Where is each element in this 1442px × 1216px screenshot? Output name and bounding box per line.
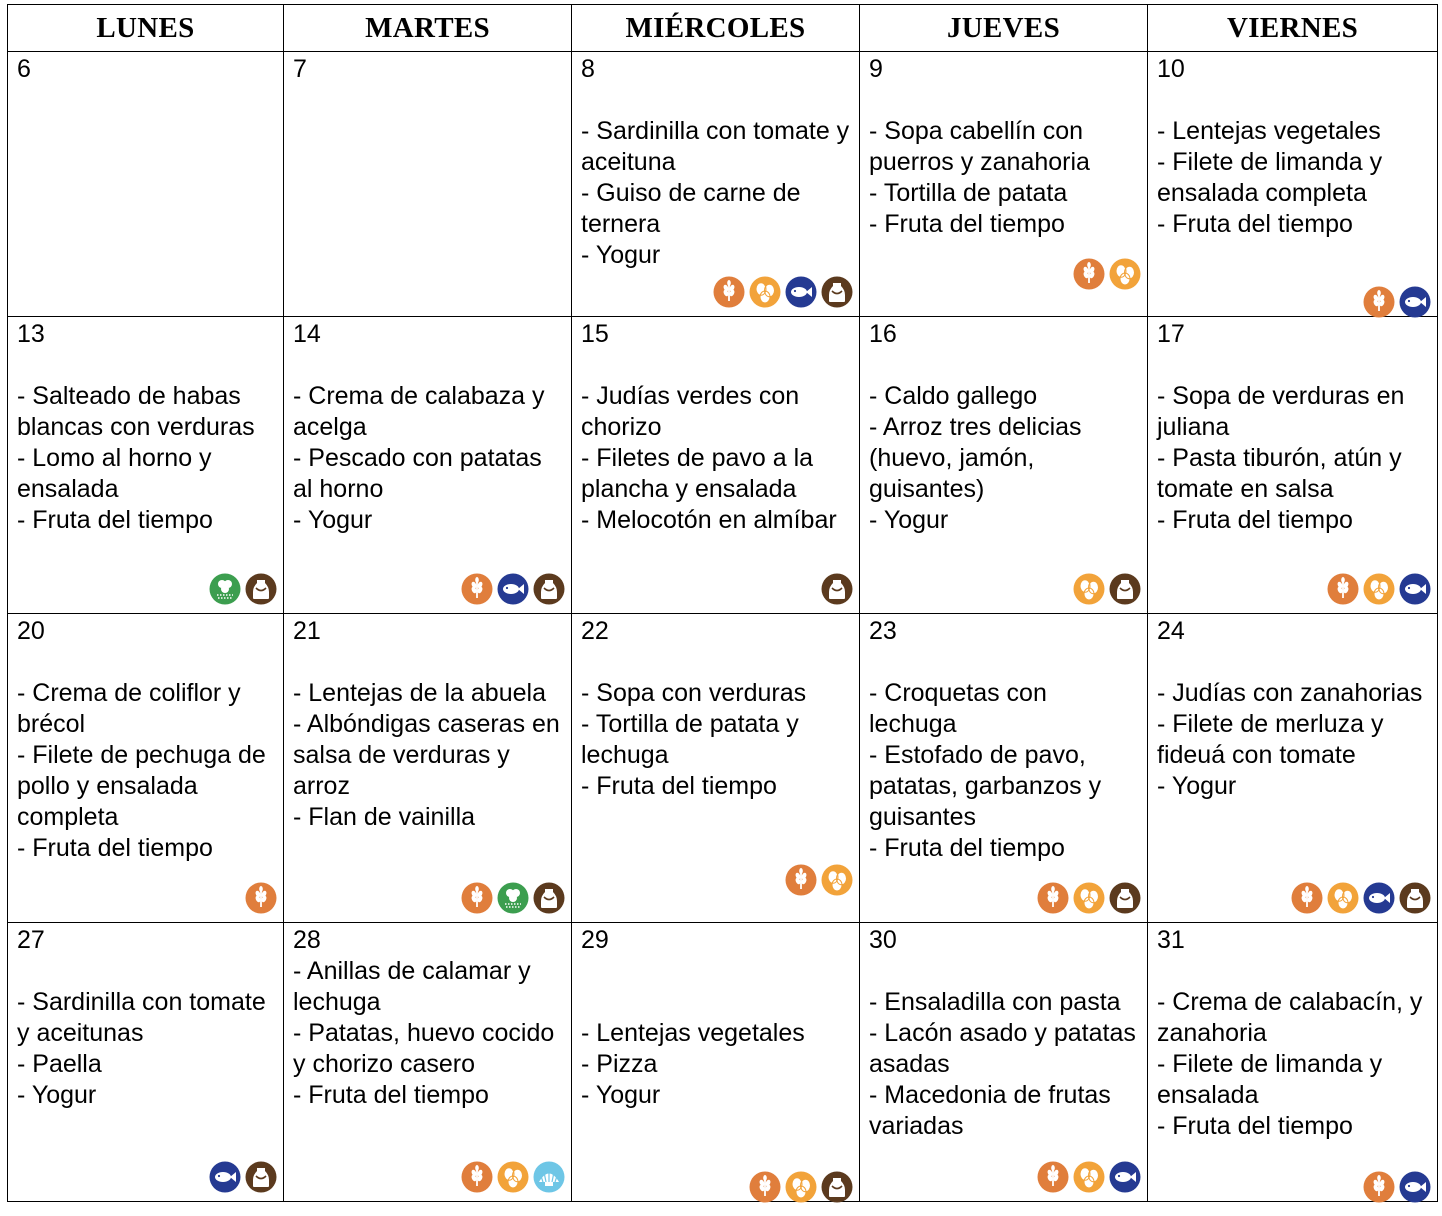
day-number: 28 [293,926,321,954]
day-number: 7 [293,55,307,83]
fish-icon [1399,573,1431,605]
dish-item: - Lomo al horno y ensalada [17,444,212,503]
dish-item: - Yogur [869,506,949,534]
day-number: 10 [1157,55,1185,83]
allergen-icons [1327,573,1431,605]
dish-item: - Yogur [293,506,373,534]
dish-item: - Sardinilla con tomate y aceituna [581,117,850,176]
fish-icon [1109,1161,1141,1193]
dish-item: - Arroz tres delicias (huevo, jamón, guisantes) [869,413,1082,503]
egg-icon [1327,882,1359,914]
allergen-icons [461,1161,565,1193]
allergen-icons [1073,258,1141,290]
day-number: 22 [581,617,609,645]
gluten-icon [1363,1171,1395,1203]
fish-icon [1399,1171,1431,1203]
weekday-header-wednesday: MIÉRCOLES [572,5,860,52]
day-number: 17 [1157,320,1185,348]
dish-item: - Lentejas vegetales [1157,117,1381,145]
gluten-icon [785,864,817,896]
day-cell [8,614,284,923]
dish-item: - Croquetas con lechuga [869,679,1047,738]
day-number: 20 [17,617,45,645]
day-number: 8 [581,55,595,83]
day-cell [8,317,284,614]
milk-icon [245,1161,277,1193]
egg-icon [1363,573,1395,605]
day-number: 27 [17,926,45,954]
dish-item: - Paella [17,1050,102,1078]
dish-list [572,956,859,1111]
dish-item: - Anillas de calamar y lechuga [293,957,531,1016]
day-cell [860,317,1148,614]
day-cell [284,614,572,923]
dish-item: - Lentejas vegetales [581,1019,805,1047]
allergen-icons [1291,882,1431,914]
allergen-icons [1037,1161,1141,1193]
egg-icon [1073,1161,1105,1193]
gluten-icon [1327,573,1359,605]
week-row [8,317,1438,614]
dish-list [860,350,1147,536]
gluten-icon [461,882,493,914]
dish-item: - Judías con zanahorias [1157,679,1423,707]
milk-icon [245,573,277,605]
dish-item: - Ensaladilla con pasta [869,988,1121,1016]
dish-list [8,956,283,1111]
dish-item: - Tortilla de patata y lechuga [581,710,799,769]
milk-icon [1109,573,1141,605]
milk-icon [533,573,565,605]
day-cell [1148,52,1438,317]
day-number: 24 [1157,617,1185,645]
gluten-icon [461,573,493,605]
egg-icon [821,864,853,896]
dish-item: - Caldo gallego [869,382,1038,410]
allergen-icons [209,573,277,605]
dish-item: - Yogur [581,1081,661,1109]
dish-item: - Filete de merluza y fideuá con tomate [1157,710,1384,769]
gluten-icon [713,276,745,308]
dish-list [8,350,283,536]
milk-icon [821,1171,853,1203]
mollusc-icon [533,1161,565,1193]
dish-item: - Patatas, huevo cocido y chorizo casero [293,1019,555,1078]
gluten-icon [461,1161,493,1193]
day-cell [1148,923,1438,1202]
day-number: 13 [17,320,45,348]
dish-list [284,647,571,833]
day-number: 6 [17,55,31,83]
dish-item: - Salteado de habas blancas con verduras [17,382,255,441]
day-cell [860,52,1148,317]
dish-item: - Melocotón en almíbar [581,506,837,534]
dish-item: - Filete de limanda y ensalada completa [1157,148,1383,207]
day-number: 16 [869,320,897,348]
dish-list [1148,85,1437,240]
egg-icon [785,1171,817,1203]
gluten-icon [1037,882,1069,914]
dish-list [572,85,859,271]
dish-list [572,647,859,802]
dish-item: - Yogur [17,1081,97,1109]
dish-item: - Sopa de verduras en juliana [1157,382,1405,441]
dish-list [284,350,571,536]
dish-item: - Pasta tiburón, atún y tomate en salsa [1157,444,1402,503]
day-cell [8,52,284,317]
day-cell [284,52,572,317]
gluten-icon [1291,882,1323,914]
week-row [8,923,1438,1202]
dish-item: - Filete de limanda y ensalada [1157,1050,1383,1109]
weekday-header-friday: VIERNES [1148,5,1438,52]
dish-item: - Fruta del tiempo [293,1081,489,1109]
gluten-icon [1363,286,1395,318]
day-cell [572,317,860,614]
allergen-icons [713,276,853,308]
gluten-icon [1037,1161,1069,1193]
dish-item: - Fruta del tiempo [1157,210,1353,238]
dish-item: - Flan de vainilla [293,803,476,831]
menu-calendar-table [7,4,1438,1202]
dish-item: - Fruta del tiempo [581,772,777,800]
egg-icon [1073,882,1105,914]
day-cell [572,923,860,1202]
day-cell [1148,317,1438,614]
allergen-icons [821,573,853,605]
dish-item: - Crema de coliflor y brécol [17,679,241,738]
fish-icon [785,276,817,308]
egg-icon [1109,258,1141,290]
dish-list [1148,350,1437,536]
allergen-icons [1363,1171,1431,1203]
day-cell [284,923,572,1202]
dish-item: - Macedonia de frutas variadas [869,1081,1111,1140]
gluten-icon [1073,258,1105,290]
dish-item: - Fruta del tiempo [1157,506,1353,534]
dish-item: - Crema de calabaza y acelga [293,382,545,441]
day-number: 23 [869,617,897,645]
dish-item: - Estofado de pavo, patatas, garbanzos y guisantes [869,741,1102,831]
dish-item: - Yogur [1157,772,1237,800]
day-number: 15 [581,320,609,348]
egg-icon [497,1161,529,1193]
dish-item: - Lentejas de la abuela [293,679,546,707]
milk-icon [821,573,853,605]
dish-item: - Sopa cabellín con puerros y zanahoria [869,117,1090,176]
dish-list [860,956,1147,1142]
weekday-header-monday: LUNES [8,5,284,52]
dish-list [284,956,571,1111]
dish-list [860,647,1147,864]
allergen-icons [209,1161,277,1193]
dish-item: - Lacón asado y patatas asadas [869,1019,1136,1078]
day-number: 14 [293,320,321,348]
day-cell [1148,614,1438,923]
egg-icon [1073,573,1105,605]
milk-icon [533,882,565,914]
allergen-icons [461,882,565,914]
dish-item: - Albóndigas caseras en salsa de verduras y arroz [293,710,560,800]
dish-item: - Sardinilla con tomate y aceitunas [17,988,266,1047]
fish-icon [209,1161,241,1193]
day-number: 9 [869,55,883,83]
fish-icon [497,573,529,605]
allergen-icons [461,573,565,605]
dish-item: - Fruta del tiempo [1157,1112,1353,1140]
dish-item: - Pizza [581,1050,658,1078]
allergen-icons [1073,573,1141,605]
milk-icon [1109,882,1141,914]
gluten-icon [749,1171,781,1203]
day-cell [572,52,860,317]
day-number: 21 [293,617,321,645]
fish-icon [1363,882,1395,914]
celery-icon [209,573,241,605]
day-number: 31 [1157,926,1185,954]
day-cell [284,317,572,614]
weekday-header-thursday: JUEVES [860,5,1148,52]
day-number: 30 [869,926,897,954]
allergen-icons [785,864,853,896]
dish-item: - Fruta del tiempo [17,834,213,862]
dish-list [1148,956,1437,1142]
milk-icon [1399,882,1431,914]
dish-item: - Crema de calabacín, y zanahoria [1157,988,1423,1047]
allergen-icons [1363,286,1431,318]
day-cell [860,923,1148,1202]
weekday-header-tuesday: MARTES [284,5,572,52]
celery-icon [497,882,529,914]
dish-item: - Fruta del tiempo [17,506,213,534]
allergen-icons [749,1171,853,1203]
allergen-icons [245,882,277,914]
dish-item: - Fruta del tiempo [869,834,1065,862]
day-cell [860,614,1148,923]
week-row [8,52,1438,317]
fish-icon [1399,286,1431,318]
weekday-header-row [8,5,1438,52]
dish-list [860,85,1147,240]
dish-item: - Guiso de carne de ternera [581,179,801,238]
dish-item: - Sopa con verduras [581,679,807,707]
dish-item: - Yogur [581,241,661,269]
dish-item: - Filete de pechuga de pollo y ensalada completa [17,741,266,831]
egg-icon [749,276,781,308]
dish-item: - Pescado con patatas al horno [293,444,542,503]
day-cell [8,923,284,1202]
dish-list [8,647,283,864]
day-number: 29 [581,926,609,954]
gluten-icon [245,882,277,914]
dish-list [1148,647,1437,802]
dish-item: - Fruta del tiempo [869,210,1065,238]
day-cell [572,614,860,923]
dish-list [572,350,859,536]
dish-item: - Filetes de pavo a la plancha y ensalada [581,444,814,503]
week-row [8,614,1438,923]
dish-item: - Tortilla de patata [869,179,1068,207]
milk-icon [821,276,853,308]
allergen-icons [1037,882,1141,914]
dish-item: - Judías verdes con chorizo [581,382,800,441]
